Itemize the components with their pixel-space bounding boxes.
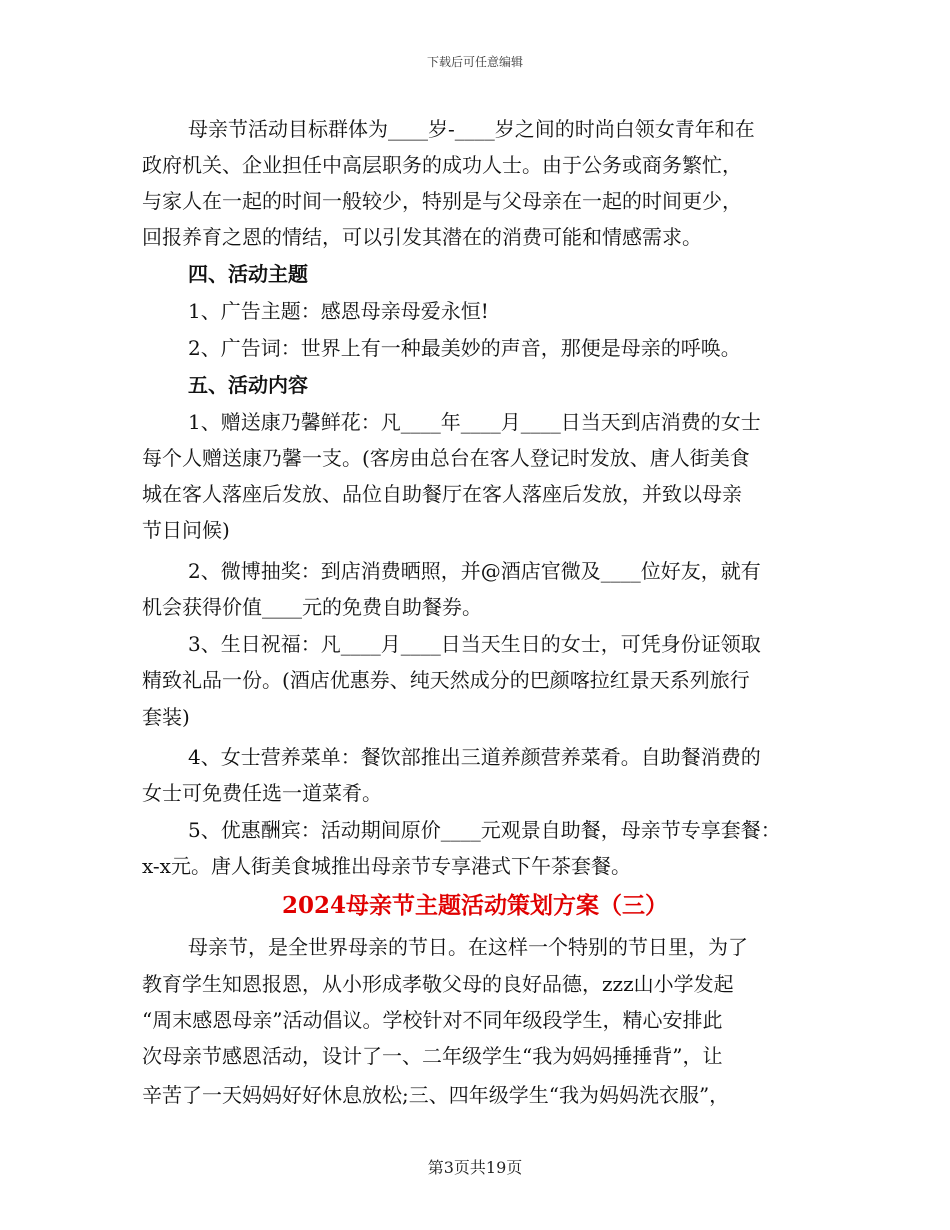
paragraph-line: 与家人在一起的时间一般较少，特别是与父母亲在一起的时间更少， (142, 189, 742, 213)
paragraph-line: 回报养育之恩的情结，可以引发其潜在的消费可能和情感需求。 (142, 225, 702, 249)
theme-item: 1、广告主题：感恩母亲母爱永恒! (188, 299, 489, 323)
content-line: 机会获得价值____元的免费自助餐券。 (142, 595, 482, 619)
paragraph-line: 次母亲节感恩活动，设计了一、二年级学生“我为妈妈捶捶背”，让 (142, 1044, 723, 1068)
page-header-note: 下载后可任意编辑 (426, 55, 523, 69)
content-line: 4、女士营养菜单：餐饮部推出三道养颜营养菜肴。自助餐消费的 (188, 745, 761, 769)
content-line: 节日问候) (142, 518, 230, 542)
content-line: 女士可免费任选一道菜肴。 (142, 781, 382, 805)
content-line: 城在客人落座后发放、品位自助餐厅在客人落座后发放，并致以母亲 (142, 482, 742, 506)
paragraph-line: 母亲节活动目标群体为____岁-____岁之间的时尚白领女青年和在 (188, 117, 755, 141)
content-line: 5、优惠酬宾：活动期间原价____元观景自助餐，母亲节专享套餐： (188, 818, 781, 842)
paragraph-line: 母亲节，是全世界母亲的节日。在这样一个特别的节日里，为了 (188, 935, 748, 959)
paragraph-line: 政府机关、企业担任中高层职务的成功人士。由于公务或商务繁忙， (142, 153, 742, 177)
content-line: 3、生日祝福：凡____月____日当天生日的女士，可凭身份证领取 (188, 632, 761, 656)
paragraph-line: 辛苦了一天妈妈好好休息放松;三、四年级学生“我为妈妈洗衣服”， (142, 1083, 730, 1107)
section-heading-content: 五、活动内容 (188, 373, 308, 397)
content-line: 精致礼品一份。(酒店优惠券、纯天然成分的巴颜喀拉红景天系列旅行 (142, 668, 750, 692)
section-title: 2024母亲节主题活动策划方案（三） (281, 892, 668, 919)
paragraph-line: “周末感恩母亲”活动倡议。学校针对不同年级段学生，精心安排此 (142, 1008, 723, 1032)
theme-item: 2、广告词：世界上有一种最美妙的声音，那便是母亲的呼唤。 (188, 336, 741, 360)
content-line: x-x元。唐人街美食城推出母亲节专享港式下午茶套餐。 (142, 854, 631, 878)
content-line: 每个人赠送康乃馨一支。(客房由总台在客人登记时发放、唐人街美食 (142, 446, 750, 470)
content-line: 1、赠送康乃馨鲜花：凡____年____月____日当天到店消费的女士 (188, 410, 761, 434)
content-line: 套装) (142, 705, 190, 729)
paragraph-line: 教育学生知恩报恩，从小形成孝敬父母的良好品德，zzz山小学发起 (142, 972, 734, 996)
content-line: 2、微博抽奖：到店消费晒照，并@酒店官微及____位好友，就有 (188, 559, 761, 583)
section-heading-theme: 四、活动主题 (188, 262, 308, 286)
page-number-footer: 第3页共19页 (427, 1158, 523, 1177)
